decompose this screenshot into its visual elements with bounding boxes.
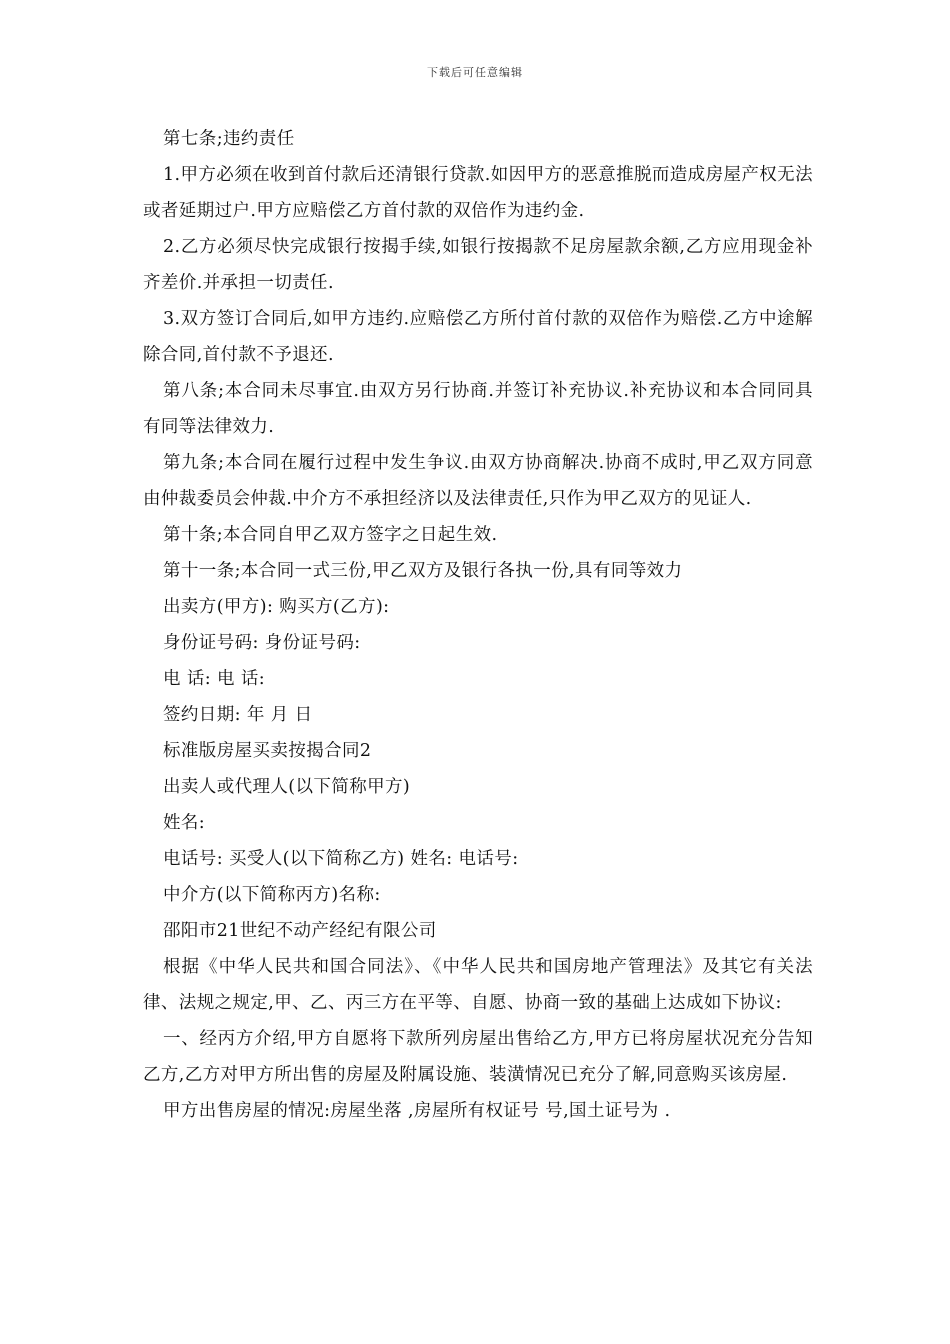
article-10: 第十条;本合同自甲乙双方签字之日起生效. xyxy=(163,525,498,545)
agency-company: 邵阳市21世纪不动产经纪有限公司 xyxy=(163,921,437,941)
page-header: 下载后可任意编辑 xyxy=(427,66,523,79)
article-7-title: 第七条;违约责任 xyxy=(163,129,295,149)
buyer-info-line: 电话号: 买受人(以下简称乙方) 姓名: 电话号: xyxy=(163,849,519,869)
contract-2-title: 标准版房屋买卖按揭合同2 xyxy=(163,741,372,761)
article-11: 第十一条;本合同一式三份,甲乙双方及银行各执一份,具有同等效力 xyxy=(163,561,683,581)
name-line: 姓名: xyxy=(163,813,206,833)
signing-date-line: 签约日期: 年 月 日 xyxy=(163,705,313,725)
document-body xyxy=(143,121,813,1129)
legal-basis-paragraph: 根据《中华人民共和国合同法》、《中华人民共和国房地产管理法》及其它有关法律、法规之规定,甲、乙、丙三方在平等、自愿、协商一致的基础上达成如下协议: xyxy=(143,957,813,1013)
agency-name-line: 中介方(以下简称丙方)名称: xyxy=(163,885,381,905)
clause-1-paragraph: 一、经丙方介绍,甲方自愿将下款所列房屋出售给乙方,甲方已将房屋状况充分告知乙方,乙方对甲方所出售的房屋及附属设施、装潢情况已充分了解,同意购买该房屋. xyxy=(143,1029,813,1085)
article-8: 第八条;本合同未尽事宜.由双方另行协商.并签订补充协议.补充协议和本合同同具有同等法律效力. xyxy=(143,381,813,437)
property-info-line: 甲方出售房屋的情况:房屋坐落 ,房屋所有权证号 号,国土证号为 . xyxy=(163,1101,671,1121)
article-9: 第九条;本合同在履行过程中发生争议.由双方协商解决.协商不成时,甲乙双方同意由仲裁委员会仲裁.中介方不承担经济以及法律责任,只作为甲乙双方的见证人. xyxy=(143,453,813,509)
phone-line: 电 话: 电 话: xyxy=(163,669,266,689)
article-7-clause-2: 2.乙方必须尽快完成银行按揭手续,如银行按揭款不足房屋款余额,乙方应用现金补齐差价.并承担一切责任. xyxy=(143,237,813,293)
id-number-line: 身份证号码: 身份证号码: xyxy=(163,633,361,653)
article-7-clause-3: 3.双方签订合同后,如甲方违约.应赔偿乙方所付首付款的双倍作为赔偿.乙方中途解除合同,首付款不予退还. xyxy=(143,309,813,365)
seller-buyer-line: 出卖方(甲方): 购买方(乙方): xyxy=(163,597,390,617)
article-7-clause-1: 1.甲方必须在收到首付款后还清银行贷款.如因甲方的恶意推脱而造成房屋产权无法或者延期过户.甲方应赔偿乙方首付款的双倍作为违约金. xyxy=(143,165,813,221)
seller-or-agent-line: 出卖人或代理人(以下简称甲方) xyxy=(163,777,411,797)
